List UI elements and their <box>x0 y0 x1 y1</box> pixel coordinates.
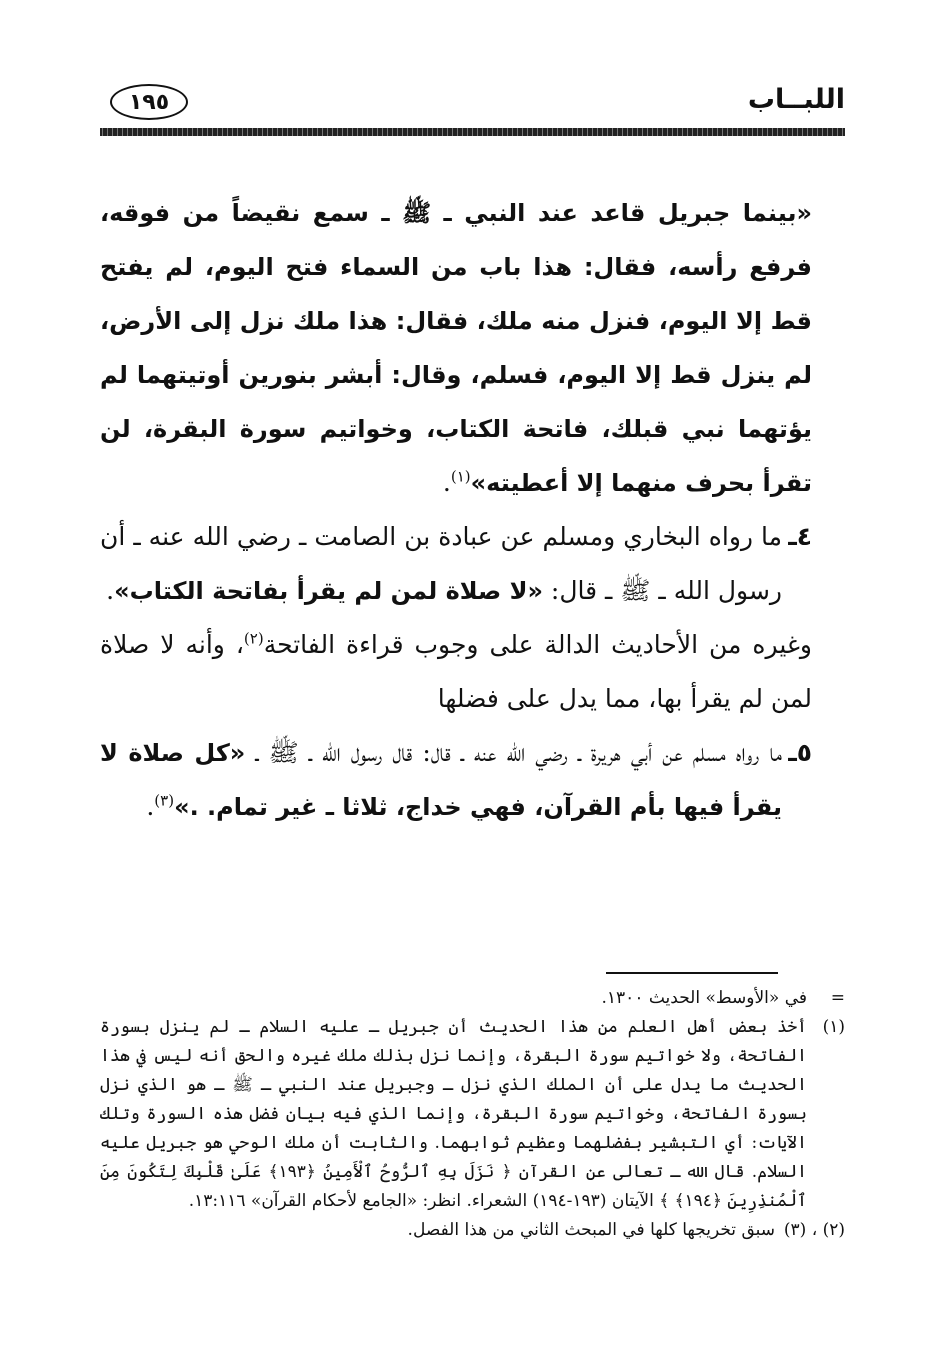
footnote-2-3-text: سبق تخريجها كلها في المبحث الثاني من هذا الفصل. <box>407 1220 775 1240</box>
footnote-ref-3: (٣) <box>154 791 175 810</box>
hadith-quote: «بينما جبريل قاعد عند النبي ـ ﷺ ـ سمع نقيضاً من فوقه، فرفع رأسه، فقال: هذا باب من السماء فتح اليوم، لم يفتح قط إلا اليوم، فنزل منه ملك، فقال: هذا ملك نزل إلى الأرض، لم ينزل قط إلا اليوم، فسلم، وقال: أبشر بنورين أوتيتهما لم يؤتهما نبي قبلك، فاتحة الكتاب، وخواتيم سورة البقرة، لن تقرأ بحرف منهما إلا أعطيته» <box>100 199 812 497</box>
item-number-5: ٥ـ <box>788 738 812 767</box>
footnote-2-3 <box>100 1216 845 1245</box>
footnote-separator <box>606 972 778 974</box>
footnote-ref-1: (١) <box>450 467 471 486</box>
item5-quote: «كل صلاة لا يقرأ فيها بأم القرآن، فهي خداج، ثلاثا ـ غير تمام. .» <box>100 739 782 821</box>
page-number-oval <box>110 84 188 120</box>
item5-end: . <box>146 792 155 821</box>
item4-end: . <box>106 576 115 605</box>
footnotes <box>100 984 845 1245</box>
footnote-1-mark: (١) <box>822 1017 845 1037</box>
item-number-4: ٤ـ <box>788 522 812 551</box>
item5-text: ما رواه مسلم عن أبي هريرة ـ رضي الله عنه ـ قال: قال رسول الله ـ ﷺ ـ <box>255 738 782 767</box>
running-title: اللبــاب <box>747 84 845 115</box>
hadith-quote-paragraph <box>100 186 812 510</box>
header-decorative-rule <box>100 128 845 136</box>
footnote-continuation <box>100 984 845 1013</box>
main-text <box>100 186 812 834</box>
para-text-2: ، وأنه لا صلاة لمن لم يقرأ بها، مما يدل على فضلها <box>100 630 812 713</box>
paragraph-fatiha <box>100 618 812 726</box>
list-item-5 <box>100 726 812 834</box>
footnote-1-text: أخذ بعض أهل العلم من هذا الحديث أن جبريل ـ عليه السلام ـ لم ينزل بسورة الفاتحة، ولا خواتيم سورة البقرة، وإنما نزل بذلك ملك غيره والحق أنه ليس في هذا الحديث ما يدل على أن الملك الذي نزل ـ وجبريل عند النبي ـ ﷺ ـ هو الذي نزل بسورة الفاتحة، وخواتيم سورة البقرة، وإنما الذي فيه بيان فضل هذه السورة وتلك الآيات: أي التبشير بفضلهما وعظيم ثوابهما. والثابت أن ملك الوحي هو جبريل عليه السلام. قال الله ـ تعالى عن القرآن ﴿ نَزَلَ بِهِ ٱلرُّوحُ ٱلْأَمِينُ ﴿١٩٣﴾ عَلَىٰ قَلْبِكَ لِتَكُونَ مِنَ ٱلْمُنذِرِينَ ﴿١٩٤﴾ ﴾ الآيتان (١٩٣-١٩٤) الشعراء. انظر: «الجامع لأحكام القرآن» ١٣:١١٦. <box>100 1017 807 1211</box>
footnote-1 <box>100 1013 845 1216</box>
continuation-mark: = <box>830 988 845 1008</box>
quote-end: . <box>442 468 451 497</box>
footnote-2-3-mark: (٢) ، (٣) <box>783 1220 845 1240</box>
item4-quote: «لا صلاة لمن لم يقرأ بفاتحة الكتاب» <box>114 577 543 605</box>
list-item-4 <box>100 510 812 618</box>
para-text-1: وغيره من الأحاديث الدالة على وجوب قراءة الفاتحة <box>263 630 813 659</box>
page-header <box>100 78 845 128</box>
page-number: ١٩٥ <box>128 89 170 115</box>
continuation-text: في «الأوسط» الحديث ١٣٠٠. <box>601 988 807 1008</box>
footnote-ref-2: (٢) <box>243 629 264 648</box>
item4-text: ما رواه البخاري ومسلم عن عبادة بن الصامت ـ رضي الله عنه ـ أن رسول الله ـ ﷺ ـ قال: <box>100 522 782 605</box>
